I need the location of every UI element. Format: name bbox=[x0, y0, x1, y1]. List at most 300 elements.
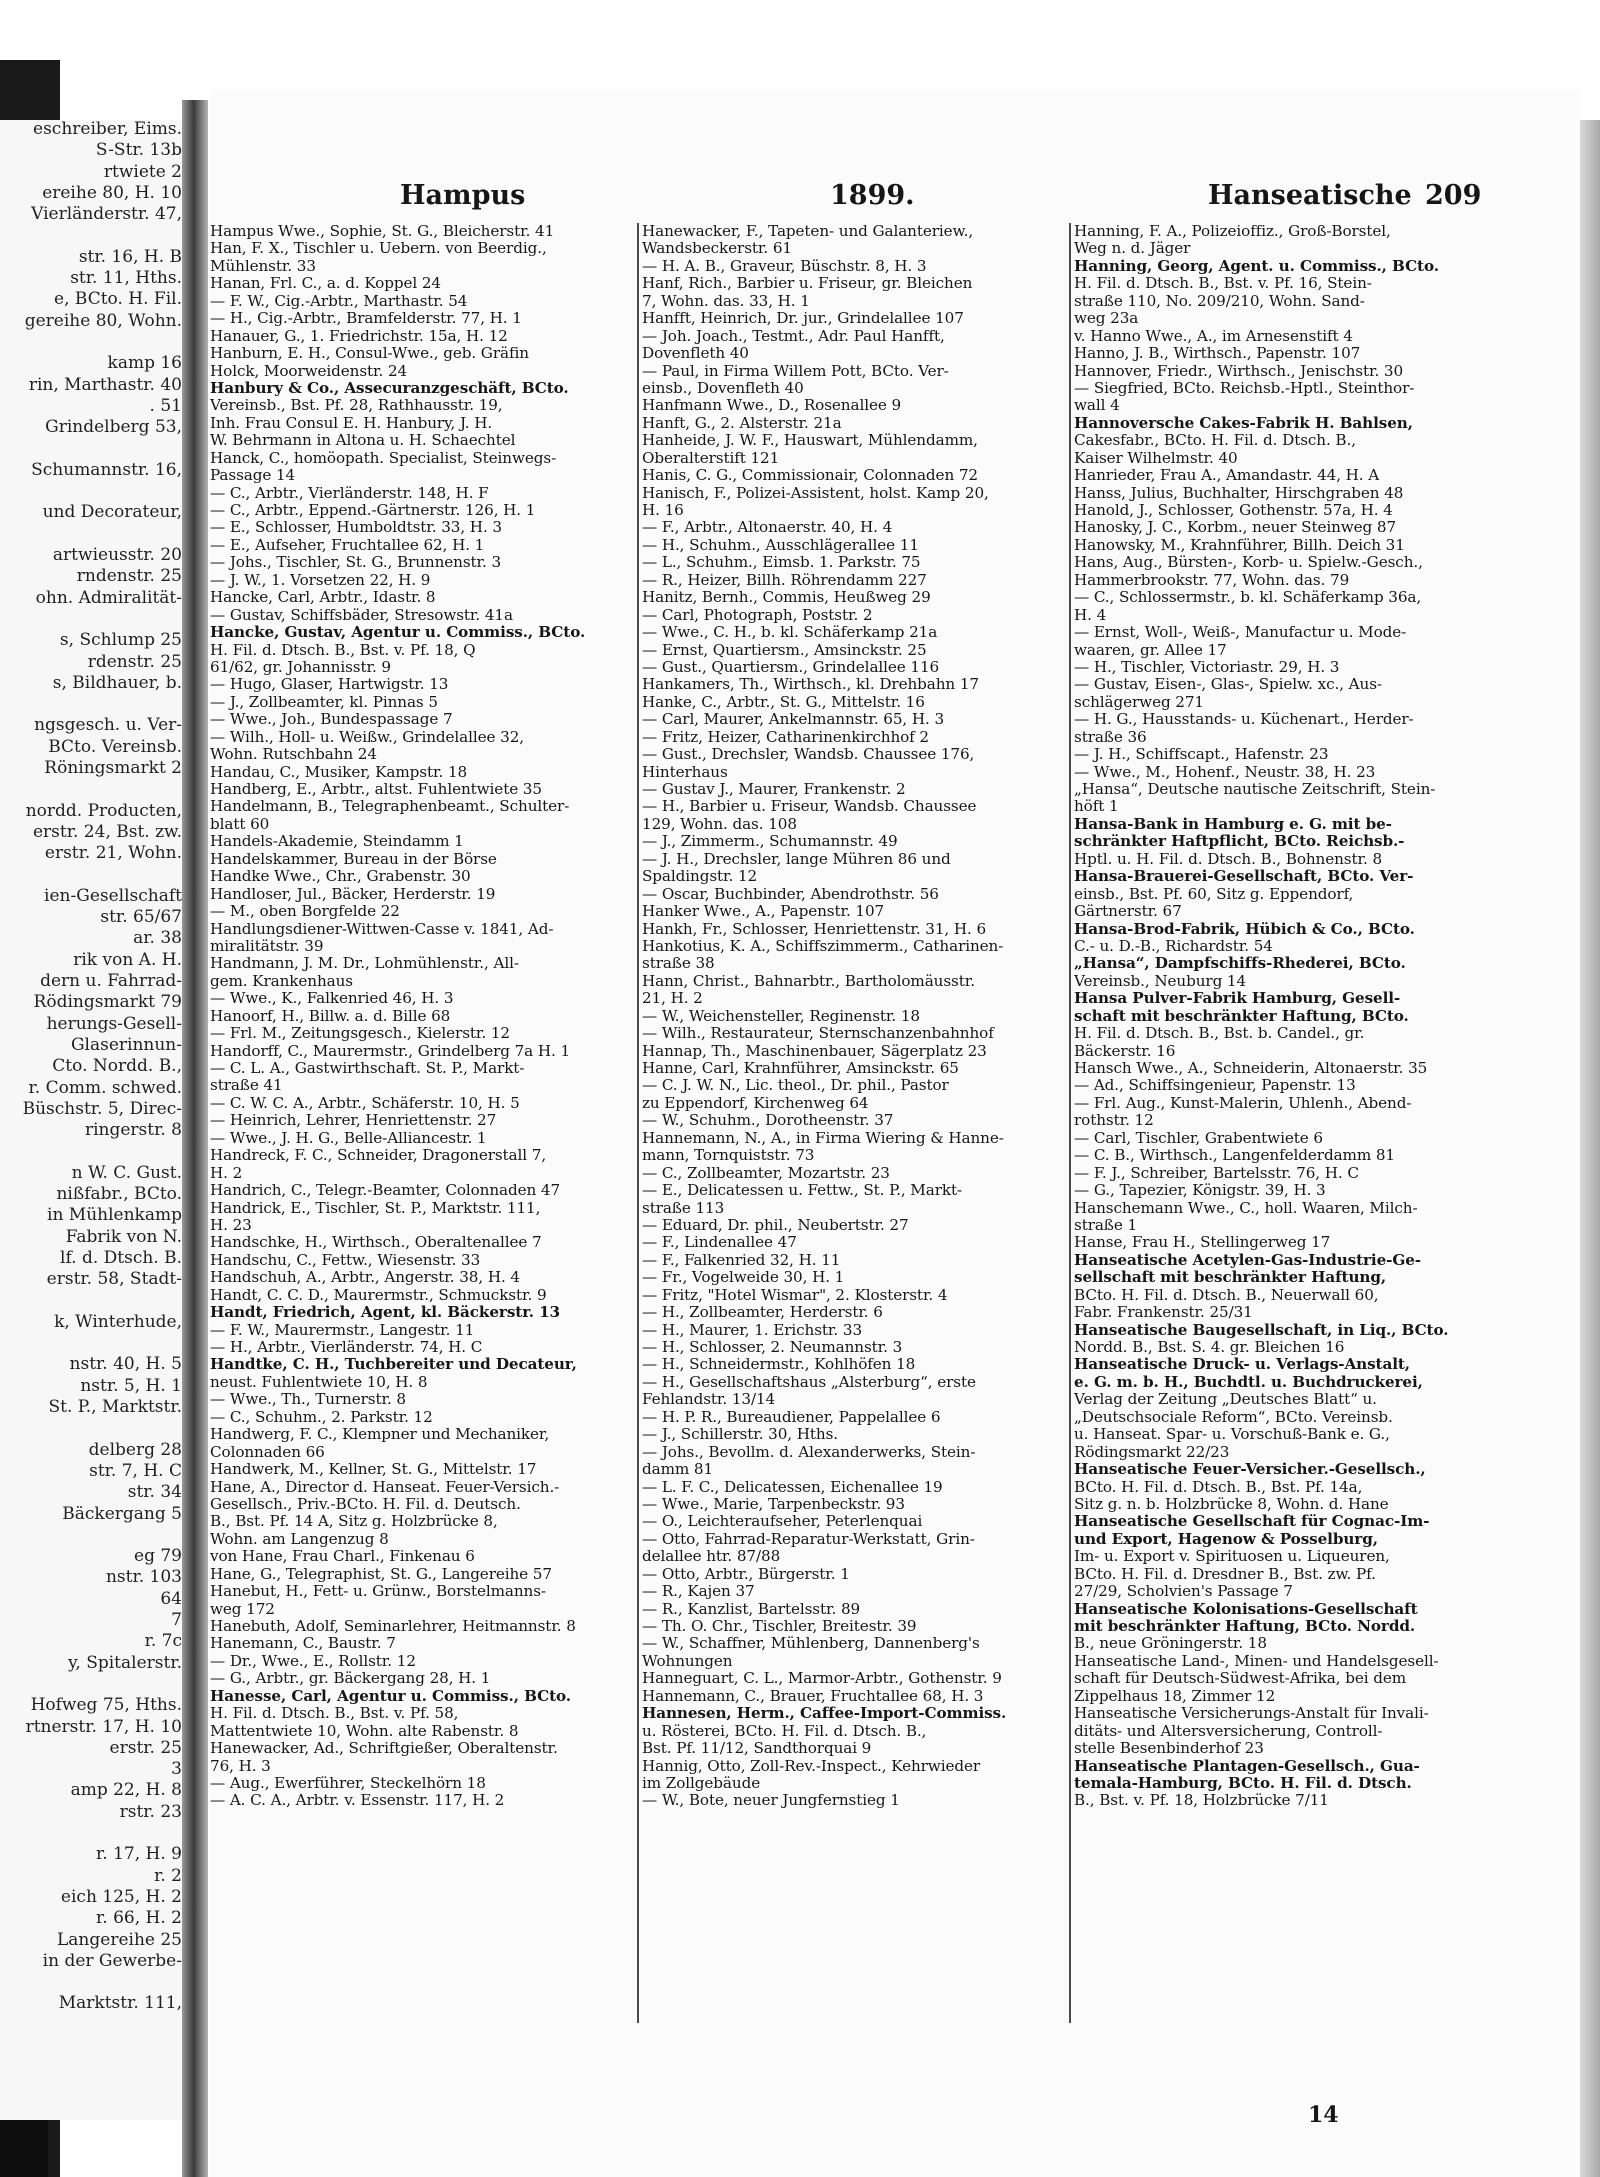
previous-page-line: Langereihe 25 bbox=[57, 1930, 182, 1949]
entry-line: Hanseatische Land-, Minen- und Handelsgesell- bbox=[1074, 1652, 1439, 1670]
entry-line: Hinterhaus bbox=[642, 763, 728, 781]
previous-page-line: r. 2 bbox=[154, 1866, 182, 1885]
entry-line: Hansa-Brauerei-Gesellschaft, BCto. Ver- bbox=[1074, 868, 1414, 886]
previous-page-line: 3 bbox=[171, 1760, 182, 1779]
previous-page-line: nstr. 40, H. 5 bbox=[69, 1355, 182, 1374]
entry-line: — Ernst, Woll-, Weiß-, Manufactur u. Mode- bbox=[1074, 624, 1407, 642]
entry-line: Hanis, C. G., Commissionair, Colonnaden 72 bbox=[642, 467, 978, 485]
previous-page-line: in der Gewerbe- bbox=[42, 1951, 182, 1970]
entry-line: — C. L. A., Gastwirthschaft. St. P., Markt- bbox=[210, 1060, 525, 1077]
entry-line: Hanse, Frau H., Stellingerweg 17 bbox=[1074, 1234, 1331, 1252]
entry-line: weg 172 bbox=[210, 1600, 275, 1618]
previous-page-line: eg 79 bbox=[134, 1547, 182, 1566]
entry-line: — F. W., Maurermstr., Langestr. 11 bbox=[210, 1321, 475, 1339]
entry-line: Nordd. B., Bst. S. 4. gr. Bleichen 16 bbox=[1074, 1339, 1345, 1356]
entry-line: — Fritz, "Hotel Wismar", 2. Klosterstr. 4 bbox=[642, 1286, 948, 1304]
entry-line: — Wilh., Restaurateur, Sternschanzenbahnhof bbox=[642, 1025, 994, 1043]
entry-line: H. 4 bbox=[1074, 606, 1107, 624]
entry-line: neust. Fuhlentwiete 10, H. 8 bbox=[210, 1373, 428, 1391]
entry-line: Hane, A., Director d. Hanseat. Feuer-Versich.- bbox=[210, 1478, 560, 1496]
entry-line: u. Hanseat. Spar- u. Vorschuß-Bank e. G., bbox=[1074, 1426, 1390, 1444]
entry-line: — J., Schillerstr. 30, Hths. bbox=[642, 1426, 838, 1444]
entry-line: — O., Leichteraufseher, Peterlenquai bbox=[642, 1513, 923, 1531]
entry-line: Hanseatische Feuer-Versicher.-Gesellsch., bbox=[1074, 1461, 1426, 1479]
previous-page-line: k, Winterhude, bbox=[54, 1312, 182, 1331]
entry-line: H. 23 bbox=[210, 1216, 252, 1234]
previous-page-line: eich 125, H. 2 bbox=[60, 1887, 182, 1906]
entry-line: im Zollgebäude bbox=[642, 1774, 761, 1792]
entry-line: Inh. Frau Consul E. H. Hanbury, J. H. bbox=[210, 414, 493, 432]
entry-line: Handschu, C., Fettw., Wiesenstr. 33 bbox=[210, 1251, 481, 1269]
directory-column-2 bbox=[642, 223, 1064, 2123]
entry-line: Hanheide, J. W. F., Hauswart, Mühlendamm, bbox=[642, 432, 978, 450]
entry-line: W. Behrmann in Altona u. H. Schaechtel bbox=[210, 432, 516, 450]
entry-line: — L., Schuhm., Eimsb. 1. Parkstr. 75 bbox=[642, 554, 921, 572]
entry-line: — L. F. C., Delicatessen, Eichenallee 19 bbox=[642, 1478, 943, 1496]
previous-page-line: in Mühlenkamp bbox=[47, 1206, 182, 1225]
previous-page-line: kamp 16 bbox=[107, 354, 182, 373]
previous-page-line: S-Str. 13b bbox=[95, 141, 182, 160]
entry-line: Hanesse, Carl, Agentur u. Commiss., BCto. bbox=[210, 1687, 571, 1705]
entry-line: — H., Tischler, Victoriastr. 29, H. 3 bbox=[1074, 658, 1340, 676]
entry-line: Handels-Akademie, Steindamm 1 bbox=[210, 833, 464, 851]
entry-line: — F., Lindenallee 47 bbox=[642, 1234, 797, 1252]
entry-line: — R., Kanzlist, Bartelsstr. 89 bbox=[642, 1600, 861, 1618]
entry-line: Hannesen, Herm., Caffee-Import-Commiss. bbox=[642, 1705, 1007, 1723]
previous-page-line: und Decorateur, bbox=[42, 503, 182, 522]
column-rule-2 bbox=[1069, 223, 1071, 2023]
entry-line: Hammerbrookstr. 77, Wohn. das. 79 bbox=[1074, 571, 1350, 589]
entry-line: — J. H., Schiffscapt., Hafenstr. 23 bbox=[1074, 746, 1329, 764]
entry-line: — H., Maurer, 1. Erichstr. 33 bbox=[642, 1321, 863, 1339]
previous-page-line: Schumannstr. 16, bbox=[31, 460, 182, 479]
entry-line: Hanseatische Kolonisations-Gesellschaft bbox=[1074, 1600, 1418, 1618]
entry-line: Hancke, Carl, Arbtr., Idastr. 8 bbox=[210, 589, 436, 607]
entry-line: — J., Zimmerm., Schumannstr. 49 bbox=[642, 833, 898, 851]
previous-page-line: St. P., Marktstr. bbox=[48, 1398, 182, 1416]
previous-page-line: e, BCto. H. Fil. bbox=[54, 290, 182, 309]
entry-line: Im- u. Export v. Spirituosen u. Liqueuren, bbox=[1074, 1548, 1390, 1566]
entry-line: Handschke, H., Wirthsch., Oberaltenallee 7 bbox=[210, 1234, 542, 1252]
entry-line: Hptl. u. H. Fil. d. Dtsch. B., Bohnenstr. 8 bbox=[1074, 850, 1383, 868]
entry-line: straße 1 bbox=[1074, 1216, 1138, 1234]
entry-line: Kaiser Wilhelmstr. 40 bbox=[1074, 449, 1238, 467]
previous-page-line: n W. C. Gust. bbox=[71, 1163, 182, 1182]
previous-page-line: Grindelberg 53, bbox=[45, 418, 182, 437]
entry-line: Hanseatische Versicherungs-Anstalt für Invali- bbox=[1074, 1705, 1429, 1723]
previous-page-line: s, Schlump 25 bbox=[59, 631, 182, 650]
entry-line: B., neue Gröningerstr. 18 bbox=[1074, 1635, 1267, 1653]
entry-line: Hanrieder, Frau A., Amandastr. 44, H. A bbox=[1074, 467, 1380, 485]
entry-line: — Dr., Wwe., E., Rollstr. 12 bbox=[210, 1652, 416, 1670]
entry-line: zu Eppendorf, Kirchenweg 64 bbox=[642, 1094, 869, 1112]
entry-line: Hannover, Friedr., Wirthsch., Jenischstr. 30 bbox=[1074, 362, 1404, 380]
entry-line: Hans, Aug., Bürsten-, Korb- u. Spielw.-Gesch., bbox=[1074, 554, 1423, 572]
previous-page-line: ringerstr. 8 bbox=[84, 1121, 182, 1140]
entry-line: Hanosky, J. C., Korbm., neuer Steinweg 87 bbox=[1074, 519, 1397, 537]
previous-page-line: Fabrik von N. bbox=[65, 1227, 182, 1246]
entry-line: von Hane, Frau Charl., Finkenau 6 bbox=[210, 1548, 475, 1566]
entry-line: Hanne, Carl, Krahnführer, Amsinckstr. 65 bbox=[642, 1060, 959, 1077]
entry-line: Hanburn, E. H., Consul-Wwe., geb. Gräfin bbox=[210, 345, 529, 363]
entry-line: rothstr. 12 bbox=[1074, 1112, 1154, 1130]
entry-line: v. Hanno Wwe., A., im Arnesenstift 4 bbox=[1074, 327, 1353, 345]
entry-line: Cakesfabr., BCto. H. Fil. d. Dtsch. B., bbox=[1074, 432, 1356, 450]
entry-line: Vereinsb., Bst. Pf. 28, Rathhausstr. 19, bbox=[210, 397, 503, 415]
entry-line: — W., Weichensteller, Reginenstr. 18 bbox=[642, 1007, 920, 1025]
header-year: 1899. bbox=[830, 180, 915, 211]
previous-page-line: BCto. Vereinsb. bbox=[48, 737, 182, 756]
entry-line: — Johs., Bevollm. d. Alexanderwerks, Stein- bbox=[642, 1443, 976, 1461]
previous-page-line: str. 65/67 bbox=[100, 908, 182, 927]
entry-line: — Heinrich, Lehrer, Henriettenstr. 27 bbox=[210, 1112, 497, 1130]
entry-line: Handmann, J. M. Dr., Lohmühlenstr., All- bbox=[210, 955, 519, 973]
entry-line: — Hugo, Glaser, Hartwigstr. 13 bbox=[210, 676, 449, 694]
entry-line: höft 1 bbox=[1074, 798, 1119, 816]
entry-line: Han, F. X., Tischler u. Uebern. von Beerdig., bbox=[210, 240, 547, 258]
entry-line: — Eduard, Dr. phil., Neubertstr. 27 bbox=[642, 1216, 909, 1234]
entry-line: — Wwe., K., Falkenried 46, H. 3 bbox=[210, 990, 454, 1008]
entry-line: — H., Barbier u. Friseur, Wandsb. Chaussee bbox=[642, 798, 977, 816]
entry-line: mann, Tornquiststr. 73 bbox=[642, 1147, 815, 1165]
entry-line: — Wilh., Holl- u. Weißw., Grindelallee 32, bbox=[210, 728, 525, 746]
entry-line: — Wwe., Marie, Tarpenbeckstr. 93 bbox=[642, 1495, 905, 1513]
previous-page-line: eschreiber, Eims. bbox=[33, 120, 182, 138]
entry-line: Hanewacker, Ad., Schriftgießer, Oberaltenstr. bbox=[210, 1740, 558, 1758]
directory-column-3 bbox=[1074, 223, 1496, 2123]
entry-line: Hanauer, G., 1. Friedrichstr. 15a, H. 12 bbox=[210, 327, 508, 345]
entry-line: 76, H. 3 bbox=[210, 1757, 271, 1775]
entry-line: Zippelhaus 18, Zimmer 12 bbox=[1074, 1687, 1276, 1705]
entry-line: Hanschemann Wwe., C., holl. Waaren, Milch- bbox=[1074, 1199, 1418, 1217]
entry-line: Hansa-Bank in Hamburg e. G. mit be- bbox=[1074, 815, 1392, 833]
entry-line: Handelmann, B., Telegraphenbeamt., Schulter- bbox=[210, 798, 570, 816]
previous-page-line: str. 34 bbox=[127, 1483, 182, 1502]
entry-line: Hanseatische Druck- u. Verlags-Anstalt, bbox=[1074, 1356, 1410, 1374]
entry-line: Mühlenstr. 33 bbox=[210, 257, 316, 275]
previous-page-line: herungs-Gesell- bbox=[46, 1014, 182, 1033]
entry-line: BCto. H. Fil. d. Dresdner B., Bst. zw. Pf. bbox=[1074, 1565, 1376, 1583]
entry-line: Spaldingstr. 12 bbox=[642, 868, 758, 886]
entry-line: miralitätstr. 39 bbox=[210, 937, 324, 955]
entry-line: — Otto, Arbtr., Bürgerstr. 1 bbox=[642, 1565, 850, 1583]
entry-line: — C. B., Wirthsch., Langenfelderdamm 81 bbox=[1074, 1147, 1395, 1165]
entry-line: — E., Aufseher, Fruchtallee 62, H. 1 bbox=[210, 536, 485, 554]
entry-line: — W., Bote, neuer Jungfernstieg 1 bbox=[642, 1792, 900, 1810]
entry-line: weg 23a bbox=[1074, 310, 1139, 328]
entry-line: Hanfmann Wwe., D., Rosenallee 9 bbox=[642, 397, 902, 415]
entry-line: — H. P. R., Bureaudiener, Pappelallee 6 bbox=[642, 1408, 941, 1426]
entry-line: — H., Zollbeamter, Herderstr. 6 bbox=[642, 1304, 883, 1322]
entry-line: — W., Schaffner, Mühlenberg, Dannenberg's bbox=[642, 1635, 980, 1653]
entry-line: — Gustav J., Maurer, Frankenstr. 2 bbox=[642, 781, 906, 798]
previous-page-line: Marktstr. 111, bbox=[58, 1994, 182, 2013]
entry-line: Hansch Wwe., A., Schneiderin, Altonaerstr. 35 bbox=[1074, 1060, 1428, 1077]
entry-line: — E., Schlosser, Humboldtstr. 33, H. 3 bbox=[210, 519, 502, 537]
entry-line: Wohn. Rutschbahn 24 bbox=[210, 746, 377, 764]
entry-line: — Gustav, Schiffsbäder, Stresowstr. 41a bbox=[210, 606, 513, 624]
entry-line: Hankamers, Th., Wirthsch., kl. Drehbahn 17 bbox=[642, 676, 979, 694]
entry-line: Handorff, C., Maurermstr., Grindelberg 7a H. 1 bbox=[210, 1042, 571, 1060]
entry-line: Verlag der Zeitung „Deutsches Blatt“ u. bbox=[1074, 1391, 1377, 1409]
entry-line: — C., Schlossermstr., b. kl. Schäferkamp 36a, bbox=[1074, 589, 1422, 607]
entry-line: Handelskammer, Bureau in der Börse bbox=[210, 850, 497, 868]
entry-line: Hannap, Th., Maschinenbauer, Sägerplatz 23 bbox=[642, 1042, 987, 1060]
entry-line: Hanemann, C., Baustr. 7 bbox=[210, 1635, 396, 1653]
previous-page-line: gereihe 80, Wohn. bbox=[24, 311, 182, 330]
previous-page-line: nißfabr., BCto. bbox=[56, 1185, 182, 1203]
entry-line: Hanseatische Gesellschaft für Cognac-Im- bbox=[1074, 1513, 1430, 1531]
entry-line: — R., Kajen 37 bbox=[642, 1583, 755, 1601]
entry-line: Hancke, Gustav, Agentur u. Commiss., BCto. bbox=[210, 624, 586, 642]
page-number: 209 bbox=[1425, 180, 1482, 211]
entry-line: Hannemann, C., Brauer, Fruchtallee 68, H. 3 bbox=[642, 1687, 984, 1705]
entry-line: Bäckerstr. 16 bbox=[1074, 1042, 1176, 1060]
entry-line: — H., Gesellschaftshaus „Alsterburg“, erste bbox=[642, 1373, 976, 1391]
entry-line: Bst. Pf. 11/12, Sandthorquai 9 bbox=[642, 1740, 872, 1758]
entry-line: ditäts- und Altersversicherung, Controll- bbox=[1074, 1722, 1383, 1740]
previous-page-line: str. 16, H. B bbox=[78, 247, 182, 266]
entry-line: Hanebuth, Adolf, Seminarlehrer, Heitmannstr. 8 bbox=[210, 1618, 576, 1635]
entry-line: Handwerg, F. C., Klempner und Mechaniker, bbox=[210, 1426, 550, 1444]
previous-page-line: y, Spitalerstr. bbox=[68, 1653, 182, 1672]
previous-page-line: 64 bbox=[160, 1589, 182, 1608]
entry-line: Hanewacker, F., Tapeten- und Galanteriew., bbox=[642, 223, 974, 240]
previous-page-line: rin, Marthastr. 40 bbox=[28, 375, 182, 394]
entry-line: damm 81 bbox=[642, 1461, 714, 1479]
entry-line: Hanning, Georg, Agent. u. Commiss., BCto. bbox=[1074, 257, 1439, 275]
previous-page-line: dern u. Fahrrad- bbox=[40, 972, 182, 990]
entry-line: — Oscar, Buchbinder, Abendrothstr. 56 bbox=[642, 885, 939, 903]
entry-line: — F. J., Schreiber, Bartelsstr. 76, H. C bbox=[1074, 1164, 1359, 1182]
entry-line: — Ernst, Quartiersm., Amsinckstr. 25 bbox=[642, 641, 927, 659]
entry-line: — C. W. C. A., Arbtr., Schäferstr. 10, H. 5 bbox=[210, 1094, 520, 1112]
entry-line: — R., Heizer, Billh. Röhrendamm 227 bbox=[642, 571, 927, 589]
page-209 bbox=[210, 90, 1580, 2177]
entry-line: wall 4 bbox=[1074, 397, 1120, 415]
entry-line: Hankotius, K. A., Schiffszimmerm., Catharinen- bbox=[642, 937, 1004, 955]
entry-line: Wohn. am Langenzug 8 bbox=[210, 1530, 389, 1548]
entry-line: Handke Wwe., Chr., Grabenstr. 30 bbox=[210, 868, 471, 886]
entry-line: — Fr., Vogelweide 30, H. 1 bbox=[642, 1269, 845, 1287]
entry-line: straße 113 bbox=[642, 1199, 725, 1217]
entry-line: 129, Wohn. das. 108 bbox=[642, 815, 797, 833]
previous-page-line: Röningsmarkt 2 bbox=[44, 759, 182, 777]
entry-line: Handlungsdiener-Wittwen-Casse v. 1841, Ad- bbox=[210, 920, 554, 938]
entry-line: Handberg, E., Arbtr., altst. Fuhlentwiete 35 bbox=[210, 781, 542, 798]
entry-line: Hanf, Rich., Barbier u. Friseur, gr. Bleichen bbox=[642, 275, 973, 293]
entry-line: — Gust., Drechsler, Wandsb. Chaussee 176, bbox=[642, 746, 975, 764]
entry-line: Hanold, J., Schlosser, Gothenstr. 57a, H. 4 bbox=[1074, 502, 1393, 519]
previous-page-line: r. 7c bbox=[144, 1632, 182, 1651]
previous-page-line: r. 17, H. 9 bbox=[96, 1845, 182, 1864]
entry-line: einsb., Dovenfleth 40 bbox=[642, 379, 804, 397]
entry-line: Hanisch, F., Polizei-Assistent, holst. Kamp 20, bbox=[642, 484, 989, 502]
entry-line: Passage 14 bbox=[210, 467, 296, 485]
previous-page-line: ar. 38 bbox=[133, 929, 182, 948]
entry-line: — C., Arbtr., Eppend.-Gärtnerstr. 126, H. 1 bbox=[210, 502, 536, 519]
entry-line: — G., Arbtr., gr. Bäckergang 28, H. 1 bbox=[210, 1670, 491, 1688]
previous-page-line: erstr. 58, Stadt- bbox=[46, 1270, 182, 1289]
previous-page-line: rstr. 23 bbox=[119, 1802, 182, 1821]
entry-line: Fehlandstr. 13/14 bbox=[642, 1391, 776, 1409]
header-right-catchword: Hanseatische bbox=[1208, 180, 1412, 211]
entry-line: delallee htr. 87/88 bbox=[642, 1548, 781, 1566]
entry-line: — E., Delicatessen u. Fettw., St. P., Markt- bbox=[642, 1182, 963, 1200]
entry-line: — H. G., Hausstands- u. Küchenart., Herder- bbox=[1074, 711, 1414, 729]
entry-line: straße 36 bbox=[1074, 728, 1147, 746]
previous-page-line: erstr. 24, Bst. zw. bbox=[33, 822, 182, 841]
previous-page-line: rtwiete 2 bbox=[103, 162, 182, 181]
entry-line: straße 41 bbox=[210, 1077, 283, 1095]
entry-line: Fabr. Frankenstr. 25/31 bbox=[1074, 1304, 1253, 1322]
entry-line: — H., Cig.-Arbtr., Bramfelderstr. 77, H. 1 bbox=[210, 310, 522, 328]
entry-line: Oberalterstift 121 bbox=[642, 449, 780, 467]
entry-line: — Th. O. Chr., Tischler, Breitestr. 39 bbox=[642, 1618, 917, 1635]
entry-line: Hann, Christ., Bahnarbtr., Bartholomäusstr. bbox=[642, 972, 975, 990]
entry-line: Gesellsch., Priv.-BCto. H. Fil. d. Deutsch. bbox=[210, 1495, 521, 1513]
entry-line: Handschuh, A., Arbtr., Angerstr. 38, H. 4 bbox=[210, 1269, 520, 1287]
entry-line: B., Bst. v. Pf. 18, Holzbrücke 7/11 bbox=[1074, 1792, 1329, 1810]
entry-line: Hanoorf, H., Billw. a. d. Bille 68 bbox=[210, 1007, 451, 1025]
entry-line: — J. W., 1. Vorsetzen 22, H. 9 bbox=[210, 571, 431, 589]
entry-line: — C., Arbtr., Vierländerstr. 148, H. F bbox=[210, 484, 489, 502]
entry-line: Hampus Wwe., Sophie, St. G., Bleicherstr. 41 bbox=[210, 223, 555, 240]
entry-line: — Fritz, Heizer, Catharinenkirchhof 2 bbox=[642, 728, 929, 746]
entry-line: sellschaft mit beschränkter Haftung, bbox=[1074, 1269, 1387, 1287]
previous-page-fragment bbox=[0, 120, 182, 2120]
previous-page-line: Rödingsmarkt 79 bbox=[33, 993, 182, 1012]
entry-line: blatt 60 bbox=[210, 815, 270, 833]
previous-page-line: str. 7, H. C bbox=[89, 1461, 182, 1480]
entry-line: — A. C. A., Arbtr. v. Essenstr. 117, H. 2 bbox=[210, 1792, 505, 1810]
previous-page-line: lf. d. Dtsch. B. bbox=[60, 1248, 182, 1267]
entry-line: „Hansa“, Dampfschiffs-Rhederei, BCto. bbox=[1074, 955, 1406, 973]
running-header bbox=[210, 180, 1490, 220]
previous-page-line: Büschstr. 5, Direc- bbox=[22, 1099, 182, 1118]
previous-page-line: r. 66, H. 2 bbox=[96, 1909, 182, 1928]
previous-page-line: rtnerstr. 17, H. 10 bbox=[25, 1717, 182, 1736]
entry-line: — Gust., Quartiersm., Grindelallee 116 bbox=[642, 658, 940, 676]
entry-line: — Wwe., M., Hohenf., Neustr. 38, H. 23 bbox=[1074, 763, 1376, 781]
entry-line: Weg n. d. Jäger bbox=[1074, 240, 1191, 258]
previous-page-line: ien-Gesellschaft bbox=[44, 886, 182, 905]
entry-line: e. G. m. b. H., Buchdtl. u. Buchdruckerei, bbox=[1074, 1373, 1423, 1391]
entry-line: Hanning, F. A., Polizeioffiz., Groß-Borstel, bbox=[1074, 223, 1391, 240]
entry-line: Hannig, Otto, Zoll-Rev.-Inspect., Kehrwieder bbox=[642, 1757, 981, 1775]
entry-line: H. 16 bbox=[642, 502, 684, 519]
entry-line: Colonnaden 66 bbox=[210, 1443, 325, 1461]
previous-page-line: nstr. 5, H. 1 bbox=[80, 1376, 182, 1395]
entry-line: Hanss, Julius, Buchhalter, Hirschgraben 48 bbox=[1074, 484, 1404, 502]
entry-line: Hanft, G., 2. Alsterstr. 21a bbox=[642, 414, 842, 432]
entry-line: — Wwe., C. H., b. kl. Schäferkamp 21a bbox=[642, 624, 938, 642]
entry-line: gem. Krankenhaus bbox=[210, 972, 353, 990]
entry-line: „Hansa“, Deutsche nautische Zeitschrift, Stein- bbox=[1074, 781, 1436, 798]
entry-line: H. Fil. d. Dtsch. B., Bst. b. Candel., gr. bbox=[1074, 1025, 1365, 1043]
entry-line: „Deutschsociale Reform“, BCto. Vereinsb. bbox=[1074, 1408, 1393, 1426]
previous-page-line: erstr. 25 bbox=[109, 1738, 182, 1757]
entry-line: BCto. H. Fil. d. Dtsch. B., Neuerwall 60, bbox=[1074, 1286, 1379, 1304]
entry-line: — H., Schlosser, 2. Neumannstr. 3 bbox=[642, 1339, 903, 1356]
entry-line: Handt, Friedrich, Agent, kl. Bäckerstr. 13 bbox=[210, 1304, 561, 1322]
entry-line: Handrich, C., Telegr.-Beamter, Colonnaden 47 bbox=[210, 1182, 561, 1200]
entry-line: — J. H., Drechsler, lange Mühren 86 und bbox=[642, 850, 951, 868]
entry-line: Handreck, F. C., Schneider, Dragonerstall 7, bbox=[210, 1147, 547, 1165]
entry-line: Hanowsky, M., Krahnführer, Billh. Deich 31 bbox=[1074, 536, 1405, 554]
entry-line: Vereinsb., Neuburg 14 bbox=[1074, 972, 1247, 990]
previous-page-line: rdenstr. 25 bbox=[87, 652, 182, 671]
previous-page-line: rndenstr. 25 bbox=[76, 567, 182, 586]
entry-line: — Frl. Aug., Kunst-Malerin, Uhlenh., Abend- bbox=[1074, 1094, 1412, 1112]
entry-line: H. Fil. d. Dtsch. B., Bst. v. Pf. 16, Stein- bbox=[1074, 275, 1372, 293]
entry-line: Wohnungen bbox=[642, 1652, 733, 1670]
entry-line: Wandsbeckerstr. 61 bbox=[642, 240, 792, 258]
entry-line: Hanno, J. B., Wirthsch., Papenstr. 107 bbox=[1074, 345, 1361, 363]
entry-line: Holck, Moorweidenstr. 24 bbox=[210, 362, 408, 380]
entry-line: Hanseatische Baugesellschaft, in Liq., BCto. bbox=[1074, 1321, 1449, 1339]
entry-line: einsb., Bst. Pf. 60, Sitz g. Eppendorf, bbox=[1074, 885, 1354, 903]
entry-line: Hanebut, H., Fett- u. Grünw., Borstelmanns- bbox=[210, 1583, 546, 1601]
entry-line: Hanker Wwe., A., Papenstr. 107 bbox=[642, 903, 885, 921]
entry-line: u. Rösterei, BCto. H. Fil. d. Dtsch. B., bbox=[642, 1722, 927, 1740]
entry-line: H. 2 bbox=[210, 1164, 243, 1182]
entry-line: H. Fil. d. Dtsch. B., Bst. v. Pf. 58, bbox=[210, 1705, 459, 1723]
entry-line: — Carl, Photograph, Poststr. 2 bbox=[642, 606, 873, 624]
entry-line: Hanfft, Heinrich, Dr. jur., Grindelallee 107 bbox=[642, 310, 964, 328]
entry-line: schaft mit beschränkter Haftung, BCto. bbox=[1074, 1007, 1409, 1025]
previous-page-line: Bäckergang 5 bbox=[62, 1504, 182, 1523]
entry-line: Hannemann, N., A., in Firma Wiering & Hanne- bbox=[642, 1129, 1004, 1147]
previous-page-line: artwieusstr. 20 bbox=[52, 546, 182, 564]
entry-line: Handloser, Jul., Bäcker, Herderstr. 19 bbox=[210, 885, 496, 903]
entry-line: Hane, G., Telegraphist, St. G., Langereihe 57 bbox=[210, 1565, 552, 1583]
entry-line: stelle Besenbinderhof 23 bbox=[1074, 1740, 1264, 1758]
entry-line: Hankh, Fr., Schlosser, Henriettenstr. 31, H. 6 bbox=[642, 920, 987, 938]
entry-line: — Carl, Maurer, Ankelmannstr. 65, H. 3 bbox=[642, 711, 945, 729]
entry-line: Handtke, C. H., Tuchbereiter und Decateur, bbox=[210, 1356, 577, 1374]
entry-line: — C., Zollbeamter, Mozartstr. 23 bbox=[642, 1164, 890, 1182]
entry-line: schlägerweg 271 bbox=[1074, 693, 1204, 711]
entry-line: — W., Schuhm., Dorotheenstr. 37 bbox=[642, 1112, 894, 1130]
entry-line: straße 38 bbox=[642, 955, 715, 973]
previous-page-line: Glaserinnun- bbox=[70, 1035, 182, 1054]
entry-line: — H., Schneidermstr., Kohlhöfen 18 bbox=[642, 1356, 916, 1374]
entry-line: BCto. H. Fil. d. Dtsch. B., Bst. Pf. 14a, bbox=[1074, 1478, 1363, 1496]
entry-line: Hanke, C., Arbtr., St. G., Mittelstr. 16 bbox=[642, 693, 925, 711]
entry-line: — Gustav, Eisen-, Glas-, Spielw. xc., Aus- bbox=[1074, 676, 1382, 694]
entry-line: — Paul, in Firma Willem Pott, BCto. Ver- bbox=[642, 362, 949, 380]
entry-line: — Aug., Ewerführer, Steckelhörn 18 bbox=[210, 1774, 486, 1792]
entry-line: — Ad., Schiffsingenieur, Papenstr. 13 bbox=[1074, 1077, 1356, 1095]
entry-line: Hanseatische Plantagen-Gesellsch., Gua- bbox=[1074, 1757, 1420, 1775]
entry-line: — Johs., Tischler, St. G., Brunnenstr. 3 bbox=[210, 554, 502, 572]
entry-line: Hanitz, Bernh., Commis, Heußweg 29 bbox=[642, 589, 931, 607]
entry-line: Handwerk, M., Kellner, St. G., Mittelstr. 17 bbox=[210, 1461, 537, 1479]
entry-line: waaren, gr. Allee 17 bbox=[1074, 641, 1227, 659]
previous-page-line: ngsgesch. u. Ver- bbox=[34, 716, 182, 735]
entry-line: 7, Wohn. das. 33, H. 1 bbox=[642, 292, 810, 310]
header-left-catchword: Hampus bbox=[400, 180, 526, 211]
previous-page-line: nordd. Producten, bbox=[25, 801, 182, 820]
entry-line: Rödingsmarkt 22/23 bbox=[1074, 1443, 1230, 1461]
entry-line: Hanbury & Co., Assecuranzgeschäft, BCto. bbox=[210, 379, 569, 397]
directory-column-1 bbox=[210, 223, 632, 2123]
previous-page-line: erstr. 21, Wohn. bbox=[44, 844, 182, 863]
entry-line: — Frl. M., Zeitungsgesch., Kielerstr. 12 bbox=[210, 1025, 510, 1043]
entry-line: B., Bst. Pf. 14 A, Sitz g. Holzbrücke 8, bbox=[210, 1513, 498, 1531]
entry-line: schaft für Deutsch-Südwest-Afrika, bei dem bbox=[1074, 1670, 1407, 1688]
